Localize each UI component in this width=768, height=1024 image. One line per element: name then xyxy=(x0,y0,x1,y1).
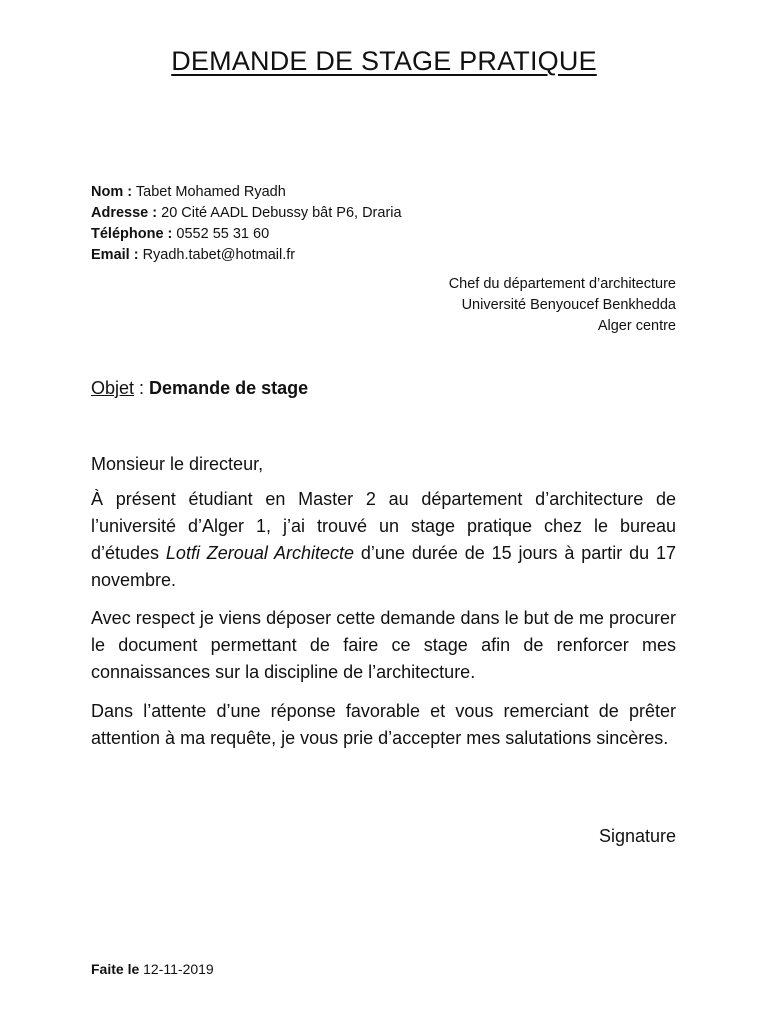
signature: Signature xyxy=(598,826,676,846)
sender-phone-value: 0552 55 31 60 xyxy=(176,226,270,242)
greeting: Monsieur le directeur, xyxy=(91,454,264,474)
paragraph-3: Dans l’attente d’une réponse favorable et vous remerciant de prêter attention à ma requête, je vous prie d’accepter mes salutations sincères. xyxy=(91,701,676,748)
date-label: Faite le xyxy=(91,961,140,977)
sender-address-value: 20 Cité AADL Debussy bât P6, Draria xyxy=(161,205,402,221)
recipient-line-3: Alger centre xyxy=(597,318,676,334)
document-title: DEMANDE DE STAGE PRATIQUE xyxy=(171,46,597,76)
sender-email-row xyxy=(91,245,402,266)
sender-address-label: Adresse : xyxy=(91,205,158,221)
sender-block xyxy=(91,182,402,266)
recipient-block xyxy=(449,274,676,337)
subject-separator: : xyxy=(134,378,150,398)
recipient-line-1: Chef du département d’architecture xyxy=(448,276,676,292)
sender-name-value: Tabet Mohamed Ryadh xyxy=(135,184,286,200)
sender-name-label: Nom : xyxy=(91,184,133,200)
sender-address-row xyxy=(91,203,402,224)
paragraph-1-start: À présent étudiant en Master 2 au département d’architecture de l’université d’Alger 1, j’ai trouvé un stage pratique chez le bureau d’études xyxy=(91,489,676,563)
recipient-line-2: Université Benyoucef Benkhedda xyxy=(461,297,676,313)
sender-phone-row xyxy=(91,224,402,245)
sender-phone-label: Téléphone : xyxy=(91,226,173,242)
date-value: 12-11-2019 xyxy=(143,961,214,977)
subject-value: Demande de stage xyxy=(149,378,309,398)
subject-label: Objet xyxy=(91,378,135,398)
subject-line xyxy=(91,378,308,399)
sender-name-row xyxy=(91,182,402,203)
date-line xyxy=(91,961,214,977)
paragraph-1 xyxy=(91,486,676,594)
sender-email-label: Email : xyxy=(91,247,139,263)
paragraph-2: Avec respect je viens déposer cette demande dans le but de me procurer le document permettant de faire ce stage afin de renforcer mes connaissances sur la discipline de l’architecture. xyxy=(91,608,676,682)
paragraph-1-end: d’une durée de 15 jours à partir du 17 novembre. xyxy=(91,543,676,590)
company-name: Lotfi Zeroual Architecte xyxy=(165,543,355,563)
sender-email-value: Ryadh.tabet@hotmail.fr xyxy=(142,247,296,263)
